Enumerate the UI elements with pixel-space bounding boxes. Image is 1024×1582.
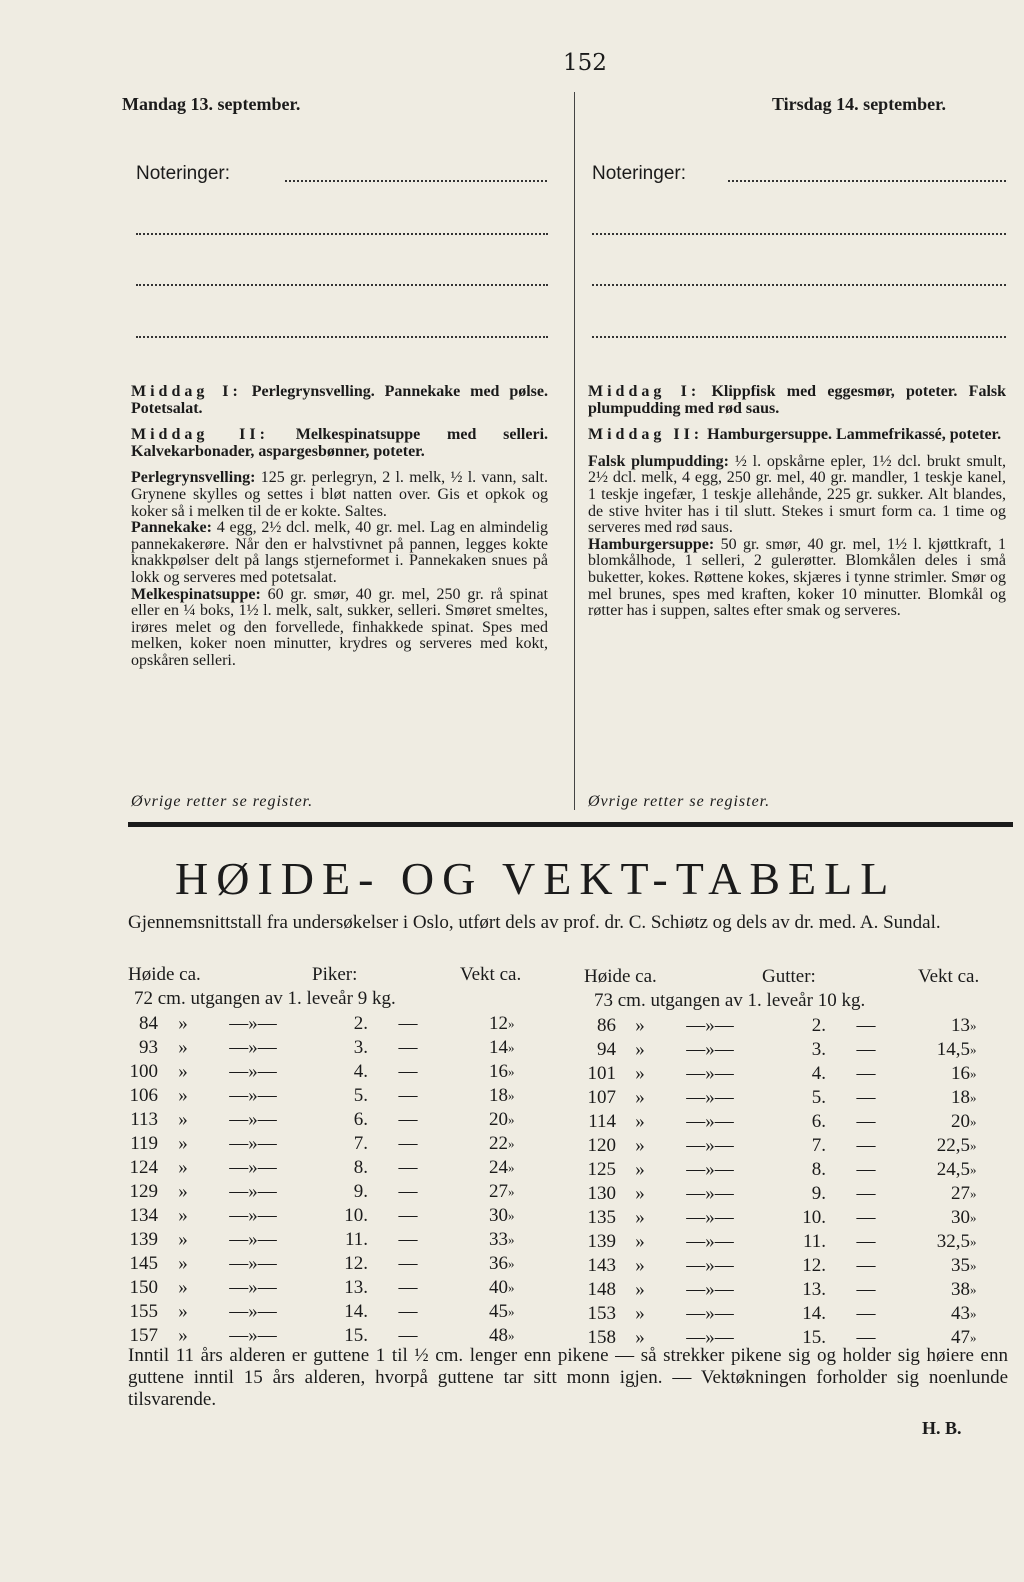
ditto-mark: »	[970, 1186, 977, 1201]
weight-cell: 18	[489, 1085, 508, 1106]
table-row	[120, 1036, 548, 1060]
ditto-mark: »	[635, 1231, 645, 1252]
dash: —	[856, 1087, 876, 1108]
age-cell: 13.	[344, 1277, 368, 1298]
weight-cell: 24,5	[936, 1159, 970, 1180]
weight-cell: 16	[951, 1063, 970, 1084]
ditto-mark: »	[178, 1037, 188, 1058]
ditto-mark: »	[508, 1112, 515, 1127]
table-row	[576, 1086, 1008, 1110]
ditto-mark: »	[178, 1229, 188, 1250]
height-cell: 101	[587, 1063, 616, 1084]
recipe-text: 50 gr. smør, 40 gr. mel, 1½ l. kjøttkraft, 1 blomkålhode, 1 selleri, 2 gulerøtter. Blomkålen deles i små buketter, kokes. Røttene kokes, skjæres i tynne strimler. Smør og mel brunes, spes med kraften, koker 10 minutter. Blomkål og røtter has i suppen, saltes efter smak og serveres.	[588, 535, 1006, 620]
age-cell: 9.	[353, 1181, 368, 1202]
ditto-mark: —»—	[686, 1231, 734, 1252]
boys-table	[576, 1014, 1008, 1350]
age-cell: 10.	[802, 1207, 826, 1228]
notes-line[interactable]	[136, 284, 548, 286]
ditto-mark: »	[508, 1184, 515, 1199]
first-row: 73 cm. utgangen av 1. leveår 10 kg.	[594, 990, 866, 1011]
dinner-label: Middag II:	[131, 426, 269, 444]
ditto-mark: »	[178, 1133, 188, 1154]
weight-header: Vekt ca.	[460, 964, 522, 985]
height-cell: 125	[587, 1159, 616, 1180]
height-cell: 134	[129, 1205, 158, 1226]
ditto-mark: —»—	[686, 1159, 734, 1180]
ditto-mark: »	[635, 1063, 645, 1084]
age-cell: 8.	[811, 1159, 826, 1180]
weight-cell: 33	[489, 1229, 508, 1250]
dash: —	[398, 1109, 418, 1130]
dinner-label: Middag I:	[131, 383, 242, 400]
column-divider	[574, 92, 575, 810]
recipe-text: 125 gr. perlegryn, 2 l. melk, ½ l. vann, salt. Grynene skylles og settes i bløt natten over. Gis et opkok og koker så i melken til de er kokte. Saltes.	[131, 469, 549, 520]
signature: H. B.	[922, 1418, 962, 1438]
age-cell: 13.	[802, 1279, 826, 1300]
dash: —	[398, 1325, 418, 1346]
age-cell: 4.	[811, 1063, 826, 1084]
table-row	[120, 1012, 548, 1036]
height-cell: 106	[129, 1085, 158, 1106]
ditto-mark: —»—	[229, 1325, 277, 1346]
table-row	[120, 1180, 548, 1204]
age-cell: 8.	[353, 1157, 368, 1178]
recipe-title: Perlegrynsvelling:	[131, 469, 256, 487]
group-header-boys: Gutter:	[762, 966, 816, 987]
height-cell: 158	[587, 1327, 616, 1348]
recipe-title: Pannekake:	[131, 519, 212, 537]
notes-line[interactable]	[592, 336, 1006, 338]
age-cell: 14.	[802, 1303, 826, 1324]
day-heading-left: Mandag 13. september.	[122, 94, 301, 114]
ditto-mark: »	[178, 1085, 188, 1106]
table-row	[120, 1108, 548, 1132]
age-cell: 12.	[344, 1253, 368, 1274]
weight-cell: 45	[489, 1301, 508, 1322]
ditto-mark: —»—	[686, 1135, 734, 1156]
dash: —	[856, 1279, 876, 1300]
notes-label-right: Noteringer:	[592, 163, 686, 184]
ditto-mark: »	[508, 1088, 515, 1103]
other-dishes-note: Øvrige retter se register.	[588, 793, 771, 810]
ditto-mark: »	[635, 1015, 645, 1036]
ditto-mark: »	[635, 1279, 645, 1300]
weight-header: Vekt ca.	[918, 966, 980, 987]
ditto-mark: »	[635, 1111, 645, 1132]
dash: —	[856, 1327, 876, 1348]
ditto-mark: —»—	[229, 1157, 277, 1178]
notes-label-left: Noteringer:	[136, 163, 230, 184]
table-title: HØIDE- OG VEKT-TABELL	[175, 853, 897, 904]
weight-cell: 13	[951, 1015, 970, 1036]
ditto-mark: »	[508, 1040, 515, 1055]
ditto-mark: —»—	[229, 1205, 277, 1226]
age-cell: 2.	[353, 1013, 368, 1034]
table-row	[120, 1084, 548, 1108]
ditto-mark: »	[508, 1064, 515, 1079]
ditto-mark: »	[508, 1280, 515, 1295]
ditto-mark: »	[970, 1042, 977, 1057]
height-cell: 93	[139, 1037, 158, 1058]
table-row	[576, 1230, 1008, 1254]
group-header-girls: Piker:	[312, 964, 358, 985]
age-cell: 11.	[802, 1231, 826, 1252]
weight-cell: 38	[951, 1279, 970, 1300]
table-row	[576, 1302, 1008, 1326]
weight-cell: 24	[489, 1157, 508, 1178]
dinner-menu: Klippfisk med eggesmør, poteter. Falsk plumpudding med rød saus.	[588, 383, 1007, 417]
weight-cell: 48	[489, 1325, 508, 1346]
ditto-mark: —»—	[229, 1181, 277, 1202]
weight-cell: 47	[951, 1327, 970, 1348]
ditto-mark: »	[970, 1138, 977, 1153]
height-cell: 84	[139, 1013, 158, 1034]
ditto-mark: »	[635, 1087, 645, 1108]
weight-cell: 22	[489, 1133, 508, 1154]
table-row	[120, 1228, 548, 1252]
dinner-menu: Perlegrynsvelling. Pannekake med pølse. Potetsalat.	[131, 383, 549, 417]
ditto-mark: »	[970, 1162, 977, 1177]
ditto-mark: »	[635, 1255, 645, 1276]
height-header: Høide ca.	[128, 964, 201, 985]
ditto-mark: —»—	[229, 1229, 277, 1250]
girls-table	[120, 1012, 548, 1348]
dash: —	[856, 1303, 876, 1324]
height-cell: 145	[129, 1253, 158, 1274]
ditto-mark: »	[178, 1013, 188, 1034]
dash: —	[856, 1039, 876, 1060]
height-cell: 129	[129, 1181, 158, 1202]
height-cell: 155	[129, 1301, 158, 1322]
height-cell: 124	[129, 1157, 158, 1178]
recipe-title: Melkespinatsuppe:	[131, 585, 261, 603]
height-cell: 120	[587, 1135, 616, 1156]
height-cell: 107	[587, 1087, 616, 1108]
ditto-mark: —»—	[686, 1303, 734, 1324]
age-cell: 10.	[344, 1205, 368, 1226]
ditto-mark: »	[970, 1210, 977, 1225]
dash: —	[398, 1037, 418, 1058]
dash: —	[398, 1157, 418, 1178]
height-cell: 143	[587, 1255, 616, 1276]
dash: —	[398, 1013, 418, 1034]
age-cell: 9.	[811, 1183, 826, 1204]
ditto-mark: »	[635, 1159, 645, 1180]
height-cell: 148	[587, 1279, 616, 1300]
ditto-mark: »	[508, 1136, 515, 1151]
age-cell: 14.	[344, 1301, 368, 1322]
table-row	[576, 1038, 1008, 1062]
ditto-mark: »	[635, 1327, 645, 1348]
ditto-mark: »	[178, 1325, 188, 1346]
ditto-mark: »	[970, 1306, 977, 1321]
ditto-mark: »	[970, 1258, 977, 1273]
height-header: Høide ca.	[584, 966, 657, 987]
ditto-mark: —»—	[686, 1327, 734, 1348]
ditto-mark: —»—	[229, 1133, 277, 1154]
age-cell: 7.	[353, 1133, 368, 1154]
table-row	[120, 1060, 548, 1084]
height-cell: 153	[587, 1303, 616, 1324]
table-row	[120, 1300, 548, 1324]
other-dishes-note: Øvrige retter se register.	[131, 793, 314, 810]
weight-cell: 43	[951, 1303, 970, 1324]
ditto-mark: —»—	[229, 1085, 277, 1106]
dash: —	[856, 1159, 876, 1180]
age-cell: 3.	[811, 1039, 826, 1060]
ditto-mark: —»—	[229, 1037, 277, 1058]
table-row	[120, 1156, 548, 1180]
height-cell: 94	[597, 1039, 616, 1060]
height-cell: 139	[129, 1229, 158, 1250]
age-cell: 15.	[344, 1325, 368, 1346]
ditto-mark: —»—	[229, 1277, 277, 1298]
section-rule	[128, 822, 1013, 827]
weight-cell: 32,5	[936, 1231, 970, 1252]
ditto-mark: »	[508, 1232, 515, 1247]
ditto-mark: »	[970, 1234, 977, 1249]
table-row	[576, 1158, 1008, 1182]
ditto-mark: »	[970, 1066, 977, 1081]
weight-cell: 20	[489, 1109, 508, 1130]
age-cell: 3.	[353, 1037, 368, 1058]
recipes-left	[131, 384, 548, 670]
notes-line[interactable]	[592, 284, 1006, 286]
table-row	[120, 1132, 548, 1156]
weight-cell: 35	[951, 1255, 970, 1276]
ditto-mark: »	[508, 1160, 515, 1175]
weight-cell: 27	[489, 1181, 508, 1202]
ditto-mark: »	[178, 1061, 188, 1082]
dash: —	[856, 1231, 876, 1252]
age-cell: 15.	[802, 1327, 826, 1348]
recipe-title: Hamburgersuppe:	[588, 535, 715, 553]
ditto-mark: »	[970, 1282, 977, 1297]
dash: —	[398, 1061, 418, 1082]
dash: —	[398, 1301, 418, 1322]
weight-cell: 14	[489, 1037, 508, 1058]
ditto-mark: »	[508, 1304, 515, 1319]
weight-cell: 27	[951, 1183, 970, 1204]
age-cell: 11.	[344, 1229, 368, 1250]
ditto-mark: »	[970, 1090, 977, 1105]
table-row	[576, 1014, 1008, 1038]
dash: —	[398, 1253, 418, 1274]
dash: —	[856, 1255, 876, 1276]
height-cell: 139	[587, 1231, 616, 1252]
age-cell: 2.	[811, 1015, 826, 1036]
notes-line[interactable]	[285, 180, 547, 182]
recipes-right	[588, 384, 1006, 620]
dash: —	[398, 1181, 418, 1202]
recipe-text: 60 gr. smør, 40 gr. mel, 250 gr. rå spinat eller en ¼ boks, 1½ l. melk, salt, sukker, selleri. Smøret smeltes, irøres melet og den forvellede, finhakkede spinat. Spes med melken, koker noen minutter, krydres og serveres med kokt, opskåren selleri.	[131, 585, 549, 669]
height-cell: 135	[587, 1207, 616, 1228]
weight-cell: 30	[951, 1207, 970, 1228]
age-cell: 4.	[353, 1061, 368, 1082]
ditto-mark: »	[508, 1016, 515, 1031]
notes-line[interactable]	[592, 233, 1006, 235]
height-cell: 130	[587, 1183, 616, 1204]
height-cell: 114	[588, 1111, 616, 1132]
ditto-mark: »	[970, 1018, 977, 1033]
ditto-mark: —»—	[229, 1253, 277, 1274]
ditto-mark: »	[178, 1301, 188, 1322]
ditto-mark: »	[178, 1181, 188, 1202]
ditto-mark: —»—	[686, 1111, 734, 1132]
dinner-label: Middag II:	[588, 426, 704, 444]
first-row: 72 cm. utgangen av 1. leveår 9 kg.	[134, 988, 396, 1009]
ditto-mark: —»—	[229, 1109, 277, 1130]
weight-cell: 20	[951, 1111, 970, 1132]
height-cell: 100	[129, 1061, 158, 1082]
ditto-mark: —»—	[686, 1279, 734, 1300]
recipe-text: ½ l. opskårne epler, 1½ dcl. brukt smult, 2½ dcl. melk, 4 egg, 250 gr. mel, 40 gr. mandler, 1 teskje kanel, 1 teskje ingefær, 1 teskje allehånde, 225 gr. sukker. Alt blandes, de stive hviter has i til slutt. Stekes i smurt form ca. 1 time og serveres med rød saus.	[588, 452, 1007, 537]
weight-cell: 14,5	[936, 1039, 970, 1060]
ditto-mark: »	[178, 1157, 188, 1178]
dash: —	[398, 1205, 418, 1226]
ditto-mark: —»—	[686, 1087, 734, 1108]
ditto-mark: —»—	[686, 1015, 734, 1036]
age-cell: 5.	[353, 1085, 368, 1106]
recipe-text: 4 egg, 2½ dcl. melk, 40 gr. mel. Lag en almindelig pannekakerøre. Når den er halvstivnet på pannen, legges kokte knakkpølser delt på langs stjerneformet i. Pannekaken snues på lokk og serveres med potetsalat.	[131, 519, 549, 586]
table-row	[576, 1182, 1008, 1206]
age-cell: 7.	[811, 1135, 826, 1156]
ditto-mark: —»—	[686, 1063, 734, 1084]
ditto-mark: —»—	[686, 1207, 734, 1228]
ditto-mark: »	[178, 1205, 188, 1226]
table-row	[120, 1204, 548, 1228]
height-cell: 86	[597, 1015, 616, 1036]
height-cell: 119	[130, 1133, 158, 1154]
ditto-mark: —»—	[229, 1013, 277, 1034]
ditto-mark: —»—	[229, 1061, 277, 1082]
weight-cell: 18	[951, 1087, 970, 1108]
weight-cell: 30	[489, 1205, 508, 1226]
ditto-mark: »	[178, 1109, 188, 1130]
day-heading-right: Tirsdag 14. september.	[772, 94, 947, 114]
ditto-mark: —»—	[229, 1301, 277, 1322]
weight-cell: 12	[489, 1013, 508, 1034]
dash: —	[856, 1135, 876, 1156]
table-row	[576, 1110, 1008, 1134]
weight-cell: 40	[489, 1277, 508, 1298]
recipe-title: Falsk plumpudding:	[588, 452, 730, 470]
notes-line[interactable]	[728, 180, 1006, 182]
ditto-mark: »	[508, 1328, 515, 1343]
dash: —	[856, 1111, 876, 1132]
table-row	[120, 1252, 548, 1276]
page-number: 152	[563, 50, 607, 76]
footnote: Inntil 11 års alderen er guttene 1 til ½ cm. lenger enn pikene — så strekker pikene sig og holder sig høiere enn guttene inntil 15 års alderen, hvorpå guttene tar sitt monn igjen. — Vektøkningen forholder sig noenlunde tilsvarende.	[128, 1345, 1008, 1410]
table-row	[120, 1276, 548, 1300]
dash: —	[856, 1207, 876, 1228]
dinner-label: Middag I:	[588, 383, 701, 400]
age-cell: 6.	[811, 1111, 826, 1132]
height-cell: 157	[129, 1325, 158, 1346]
ditto-mark: »	[635, 1207, 645, 1228]
height-cell: 113	[130, 1109, 158, 1130]
ditto-mark: »	[970, 1114, 977, 1129]
ditto-mark: —»—	[686, 1039, 734, 1060]
table-row	[576, 1062, 1008, 1086]
dash: —	[398, 1229, 418, 1250]
table-intro: Gjennemsnittstall fra undersøkelser i Oslo, utført dels av prof. dr. C. Schiøtz og dels av dr. med. A. Sundal.	[128, 912, 941, 933]
age-cell: 6.	[353, 1109, 368, 1130]
notes-line[interactable]	[136, 336, 548, 338]
dash: —	[398, 1085, 418, 1106]
ditto-mark: »	[178, 1253, 188, 1274]
weight-cell: 16	[489, 1061, 508, 1082]
ditto-mark: —»—	[686, 1183, 734, 1204]
notes-line[interactable]	[136, 233, 548, 235]
age-cell: 12.	[802, 1255, 826, 1276]
ditto-mark: »	[635, 1135, 645, 1156]
dash: —	[856, 1015, 876, 1036]
table-row	[576, 1134, 1008, 1158]
height-cell: 150	[129, 1277, 158, 1298]
dash: —	[398, 1277, 418, 1298]
ditto-mark: »	[970, 1330, 977, 1345]
table-row	[576, 1278, 1008, 1302]
dash: —	[398, 1133, 418, 1154]
weight-cell: 22,5	[936, 1135, 970, 1156]
weight-cell: 36	[489, 1253, 508, 1274]
table-row	[576, 1206, 1008, 1230]
ditto-mark: »	[178, 1277, 188, 1298]
ditto-mark: »	[635, 1303, 645, 1324]
age-cell: 5.	[811, 1087, 826, 1108]
dinner-menu: Melkespinatsuppe med selleri. Kalvekarbonader, aspargesbønner, poteter.	[131, 426, 549, 460]
dash: —	[856, 1063, 876, 1084]
dash: —	[856, 1183, 876, 1204]
ditto-mark: »	[508, 1208, 515, 1223]
ditto-mark: »	[635, 1183, 645, 1204]
table-row	[576, 1254, 1008, 1278]
ditto-mark: —»—	[686, 1255, 734, 1276]
dinner-menu: Hamburgersuppe. Lammefrikassé, poteter.	[707, 426, 1002, 444]
ditto-mark: »	[635, 1039, 645, 1060]
ditto-mark: »	[508, 1256, 515, 1271]
